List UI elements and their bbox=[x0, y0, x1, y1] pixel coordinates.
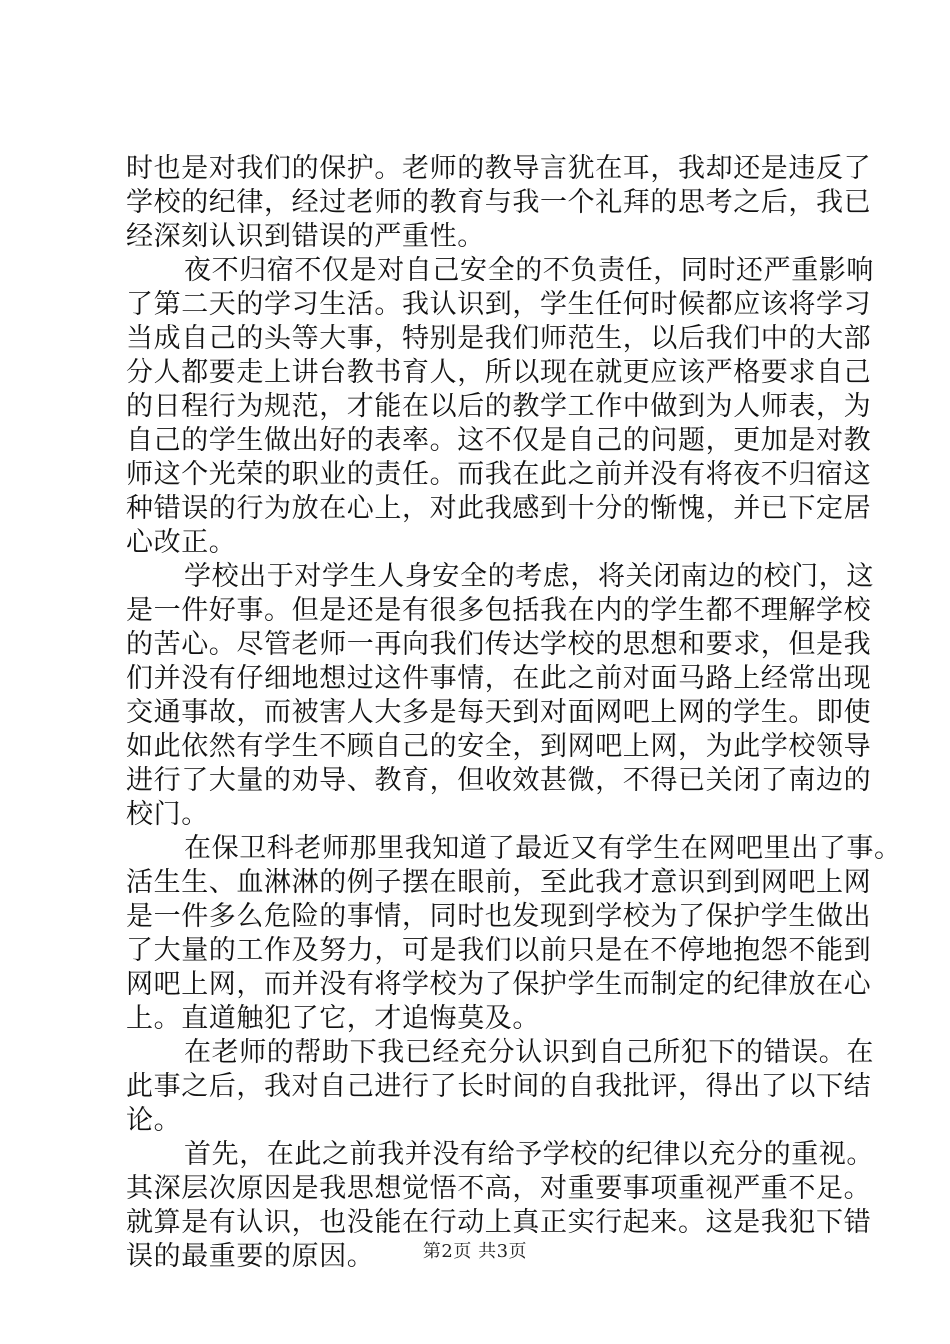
text-line: 进行了大量的劝导、教育，但收效甚微，不得已关闭了南边的 bbox=[126, 765, 872, 796]
text-line: 了大量的工作及努力，可是我们以前只是在不停地抱怨不能到 bbox=[126, 935, 872, 966]
text-line: 师这个光荣的职业的责任。而我在此之前并没有将夜不归宿这 bbox=[126, 459, 872, 490]
text-line: 自己的学生做出好的表率。这不仅是自己的问题，更加是对教 bbox=[126, 425, 872, 456]
text-line: 活生生、血淋淋的例子摆在眼前，至此我才意识到到网吧上网 bbox=[126, 867, 872, 898]
text-line: 当成自己的头等大事，特别是我们师范生，以后我们中的大部 bbox=[126, 323, 872, 354]
text-line: 就算是有认识，也没能在行动上真正实行起来。这是我犯下错 bbox=[126, 1207, 872, 1238]
text-line: 学校的纪律，经过老师的教育与我一个礼拜的思考之后，我已 bbox=[126, 187, 872, 218]
text-line: 种错误的行为放在心上，对此我感到十分的惭愧，并已下定居 bbox=[126, 493, 872, 524]
text-line: 网吧上网，而并没有将学校为了保护学生而制定的纪律放在心 bbox=[126, 969, 872, 1000]
text-line: 误的最重要的原因。 bbox=[126, 1241, 375, 1272]
paragraph-first-line: 在老师的帮助下我已经充分认识到自己所犯下的错误。在 bbox=[184, 1037, 874, 1068]
text-line: 上。直道触犯了它，才追悔莫及。 bbox=[126, 1003, 540, 1034]
text-line: 论。 bbox=[126, 1105, 182, 1136]
text-line: 时也是对我们的保护。老师的教导言犹在耳，我却还是违反了 bbox=[126, 153, 872, 184]
text-line: 分人都要走上讲台教书育人，所以现在就更应该严格要求自己 bbox=[126, 357, 872, 388]
text-line: 如此依然有学生不顾自己的安全，到网吧上网，为此学校领导 bbox=[126, 731, 872, 762]
text-line: 是一件好事。但是还是有很多包括我在内的学生都不理解学校 bbox=[126, 595, 872, 626]
text-line: 是一件多么危险的事情，同时也发现到学校为了保护学生做出 bbox=[126, 901, 872, 932]
text-line: 经深刻认识到错误的严重性。 bbox=[126, 221, 485, 252]
document-body bbox=[126, 152, 902, 1274]
text-line: 的日程行为规范，才能在以后的教学工作中做到为人师表，为 bbox=[126, 391, 872, 422]
text-line: 校门。 bbox=[126, 799, 209, 830]
paragraph-first-line: 首先，在此之前我并没有给予学校的纪律以充分的重视。 bbox=[184, 1139, 874, 1170]
paragraph-first-line: 夜不归宿不仅是对自己安全的不负责任，同时还严重影响 bbox=[184, 255, 874, 286]
paragraph-first-line: 在保卫科老师那里我知道了最近又有学生在网吧里出了事。 bbox=[184, 833, 902, 864]
text-line: 心改正。 bbox=[126, 527, 237, 558]
text-line: 了第二天的学习生活。我认识到，学生任何时候都应该将学习 bbox=[126, 289, 872, 320]
text-line: 此事之后，我对自己进行了长时间的自我批评，得出了以下结 bbox=[126, 1071, 872, 1102]
text-line: 的苦心。尽管老师一再向我们传达学校的思想和要求，但是我 bbox=[126, 629, 872, 660]
text-line: 们并没有仔细地想过这件事情，在此之前对面马路上经常出现 bbox=[126, 663, 872, 694]
text-line: 其深层次原因是我思想觉悟不高，对重要事项重视严重不足。 bbox=[126, 1173, 872, 1204]
paragraph-first-line: 学校出于对学生人身安全的考虑，将关闭南边的校门，这 bbox=[184, 561, 874, 592]
text-line: 交通事故，而被害人大多是每天到对面网吧上网的学生。即使 bbox=[126, 697, 872, 728]
page-footer: 第2页 共3页 bbox=[422, 1241, 528, 1262]
